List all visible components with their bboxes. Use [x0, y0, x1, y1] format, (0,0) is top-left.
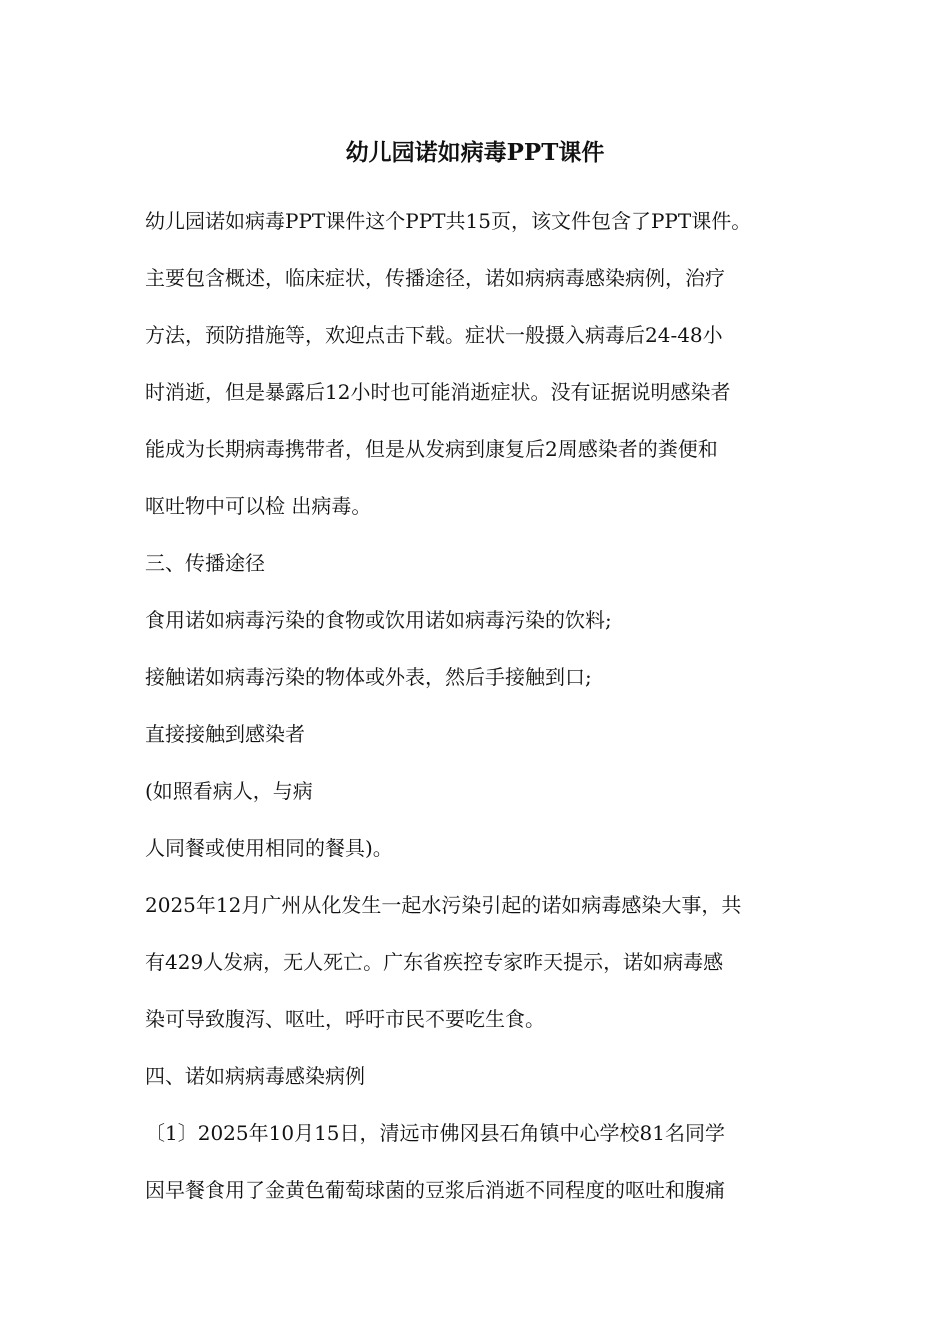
- paragraph-line: 有429人发病，无人死亡。广东省疾控专家昨天提示，诺如病毒感: [145, 950, 724, 974]
- paragraph-line: 主要包含概述，临床症状，传播途径，诺如病病毒感染病例，治疗: [145, 266, 725, 290]
- document-title: 幼儿园诺如病毒PPT课件: [345, 139, 605, 166]
- paragraph-line: 因早餐食用了金黄色葡萄球菌的豆浆后消逝不同程度的呕吐和腹痛: [145, 1178, 725, 1202]
- list-item: 接触诺如病毒污染的物体或外表，然后手接触到口;: [145, 665, 592, 689]
- paragraph-line: 能成为长期病毒携带者，但是从发病到康复后2周感染者的粪便和: [145, 437, 718, 461]
- list-item: 直接接触到感染者: [145, 722, 305, 746]
- section-heading: 四、诺如病病毒感染病例: [145, 1064, 365, 1088]
- paragraph-line: 〔1〕2025年10月15日，清远市佛冈县石角镇中心学校81名同学: [145, 1121, 725, 1145]
- list-item: 食用诺如病毒污染的食物或饮用诺如病毒污染的饮料;: [145, 608, 612, 632]
- paragraph-line: 染可导致腹泻、呕吐，呼吁市民不要吃生食。: [145, 1007, 545, 1031]
- section-heading: 三、传播途径: [145, 551, 265, 575]
- paragraph-line: 方法，预防措施等，欢迎点击下载。症状一般摄入病毒后24-48小: [145, 323, 723, 347]
- paragraph-line: 呕吐物中可以检 出病毒。: [145, 494, 372, 518]
- paragraph-line: 2025年12月广州从化发生一起水污染引起的诺如病毒感染大事，共: [145, 893, 742, 917]
- list-item: 人同餐或使用相同的餐具)。: [145, 836, 393, 860]
- paragraph-line: 时消逝，但是暴露后12小时也可能消逝症状。没有证据说明感染者: [145, 380, 731, 404]
- list-item: (如照看病人，与病: [145, 779, 313, 803]
- paragraph-line: 幼儿园诺如病毒PPT课件这个PPT共15页，该文件包含了PPT课件。: [145, 209, 752, 233]
